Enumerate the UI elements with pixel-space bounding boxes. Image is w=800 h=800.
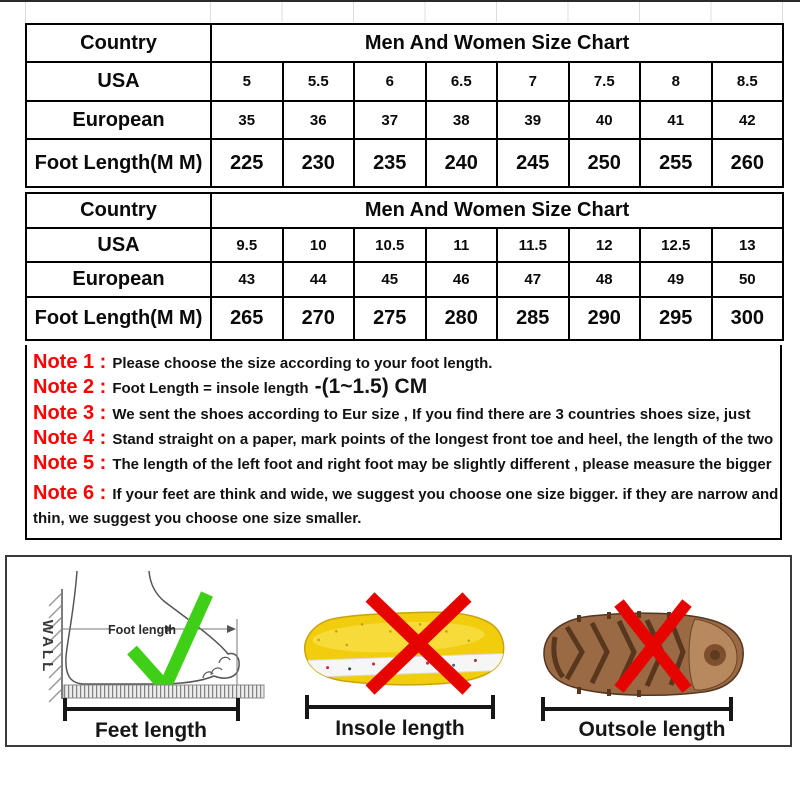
usa-size-cell: 11.5 xyxy=(497,228,569,262)
foot-length-row-label: Foot Length(M M) xyxy=(26,139,211,187)
foot-length-cell: 260 xyxy=(712,139,784,187)
foot-length-cell: 270 xyxy=(283,297,355,340)
usa-size-cell: 8 xyxy=(640,62,712,101)
foot-length-cell: 275 xyxy=(354,297,426,340)
note-text: Stand straight on a paper, mark points of the longest front toe and heel, the length of the two xyxy=(112,431,774,448)
eur-size-cell: 46 xyxy=(426,262,498,297)
note-text: If your feet are think and wide, we suggest you choose one size bigger. if they are narrow and thin, we suggest you choose one size smaller. xyxy=(33,486,779,527)
foot-length-cell: 285 xyxy=(497,297,569,340)
note-label: Note 6 : xyxy=(33,482,107,504)
note-line xyxy=(33,401,751,427)
note-text: The length of the left foot and right foot may be slightly different , please measure the bigger xyxy=(112,456,772,473)
foot-length-annotation: Foot length xyxy=(107,623,177,637)
size-chart-table-bottom xyxy=(25,192,784,341)
green-check-mark xyxy=(132,594,207,687)
chart-title: Men And Women Size Chart xyxy=(211,24,783,62)
usa-row-label: USA xyxy=(26,228,211,262)
eur-size-cell: 45 xyxy=(354,262,426,297)
note-line xyxy=(33,451,772,477)
foot-length-cell: 290 xyxy=(569,297,641,340)
european-row-label: European xyxy=(26,101,211,139)
note-label: Note 4 : xyxy=(33,427,107,449)
eur-size-cell: 44 xyxy=(283,262,355,297)
foot-length-cell: 240 xyxy=(426,139,498,187)
note-line xyxy=(33,481,781,531)
usa-size-cell: 5.5 xyxy=(283,62,355,101)
chart-title: Men And Women Size Chart xyxy=(211,193,783,228)
usa-size-cell: 6 xyxy=(354,62,426,101)
note-formula: -(1~1.5) CM xyxy=(314,375,428,398)
usa-size-cell: 13 xyxy=(712,228,784,262)
foot-length-row-label: Foot Length(M M) xyxy=(26,297,211,340)
foot-length-cell: 295 xyxy=(640,297,712,340)
usa-size-cell: 12.5 xyxy=(640,228,712,262)
measurement-figures xyxy=(7,557,790,745)
insole-length-diagram xyxy=(300,597,508,740)
eur-size-cell: 39 xyxy=(497,101,569,139)
eur-size-cell: 36 xyxy=(283,101,355,139)
spreadsheet-gridlines xyxy=(210,2,783,22)
spreadsheet-gridline-left xyxy=(25,2,26,22)
eur-size-cell: 43 xyxy=(211,262,283,297)
size-chart-table-top xyxy=(25,23,784,188)
foot-length-cell: 300 xyxy=(712,297,784,340)
note-text: We sent the shoes according to Eur size , If you find there are 3 countries shoes size, just xyxy=(112,406,751,423)
eur-size-cell: 41 xyxy=(640,101,712,139)
european-row-label: European xyxy=(26,262,211,297)
eur-size-cell: 50 xyxy=(712,262,784,297)
usa-row-label: USA xyxy=(26,62,211,101)
note-label: Note 2 : xyxy=(33,376,107,398)
usa-size-cell: 10 xyxy=(283,228,355,262)
foot-length-cell: 230 xyxy=(283,139,355,187)
usa-size-cell: 5 xyxy=(211,62,283,101)
note-label: Note 5 : xyxy=(33,452,107,474)
heel-circle-inner xyxy=(710,650,720,660)
measurement-figures-panel xyxy=(5,555,792,747)
foot-length-cell: 235 xyxy=(354,139,426,187)
note-line xyxy=(33,426,773,452)
eur-size-cell: 38 xyxy=(426,101,498,139)
foot-length-cell: 255 xyxy=(640,139,712,187)
foot-length-cell: 250 xyxy=(569,139,641,187)
wall-label: WALL xyxy=(39,619,56,675)
eur-size-cell: 35 xyxy=(211,101,283,139)
foot-toe-details xyxy=(203,657,230,678)
note-line xyxy=(33,350,492,376)
eur-size-cell: 49 xyxy=(640,262,712,297)
outsole-length-caption: Outsole length xyxy=(578,718,726,741)
eur-size-cell: 37 xyxy=(354,101,426,139)
eur-size-cell: 48 xyxy=(569,262,641,297)
eur-size-cell: 47 xyxy=(497,262,569,297)
foot-length-cell: 280 xyxy=(426,297,498,340)
usa-size-cell: 8.5 xyxy=(712,62,784,101)
usa-size-cell: 7 xyxy=(497,62,569,101)
ruler xyxy=(64,685,264,698)
dimension-arrow-end xyxy=(227,625,236,633)
usa-size-cell: 9.5 xyxy=(211,228,283,262)
outsole-length-diagram xyxy=(543,603,743,741)
insole-length-caption: Insole length xyxy=(335,717,465,740)
eur-size-cell: 40 xyxy=(569,101,641,139)
usa-size-cell: 6.5 xyxy=(426,62,498,101)
feet-measure-bracket xyxy=(65,698,238,721)
feet-length-caption: Feet length xyxy=(94,719,208,742)
foot-length-cell: 265 xyxy=(211,297,283,340)
usa-size-cell: 12 xyxy=(569,228,641,262)
note-label: Note 1 : xyxy=(33,351,107,373)
country-header: Country xyxy=(26,193,211,228)
note-text: Foot Length = insole length xyxy=(112,380,309,397)
country-header: Country xyxy=(26,24,211,62)
note-text: Please choose the size according to your foot length. xyxy=(112,355,493,372)
foot-length-cell: 245 xyxy=(497,139,569,187)
note-label: Note 3 : xyxy=(33,402,107,424)
insole-measure-bracket xyxy=(307,695,493,719)
eur-size-cell: 42 xyxy=(712,101,784,139)
usa-size-cell: 10.5 xyxy=(354,228,426,262)
feet-length-diagram xyxy=(39,571,264,742)
notes-panel xyxy=(25,345,782,540)
foot-length-cell: 225 xyxy=(211,139,283,187)
usa-size-cell: 7.5 xyxy=(569,62,641,101)
note-line xyxy=(33,375,427,401)
usa-size-cell: 11 xyxy=(426,228,498,262)
